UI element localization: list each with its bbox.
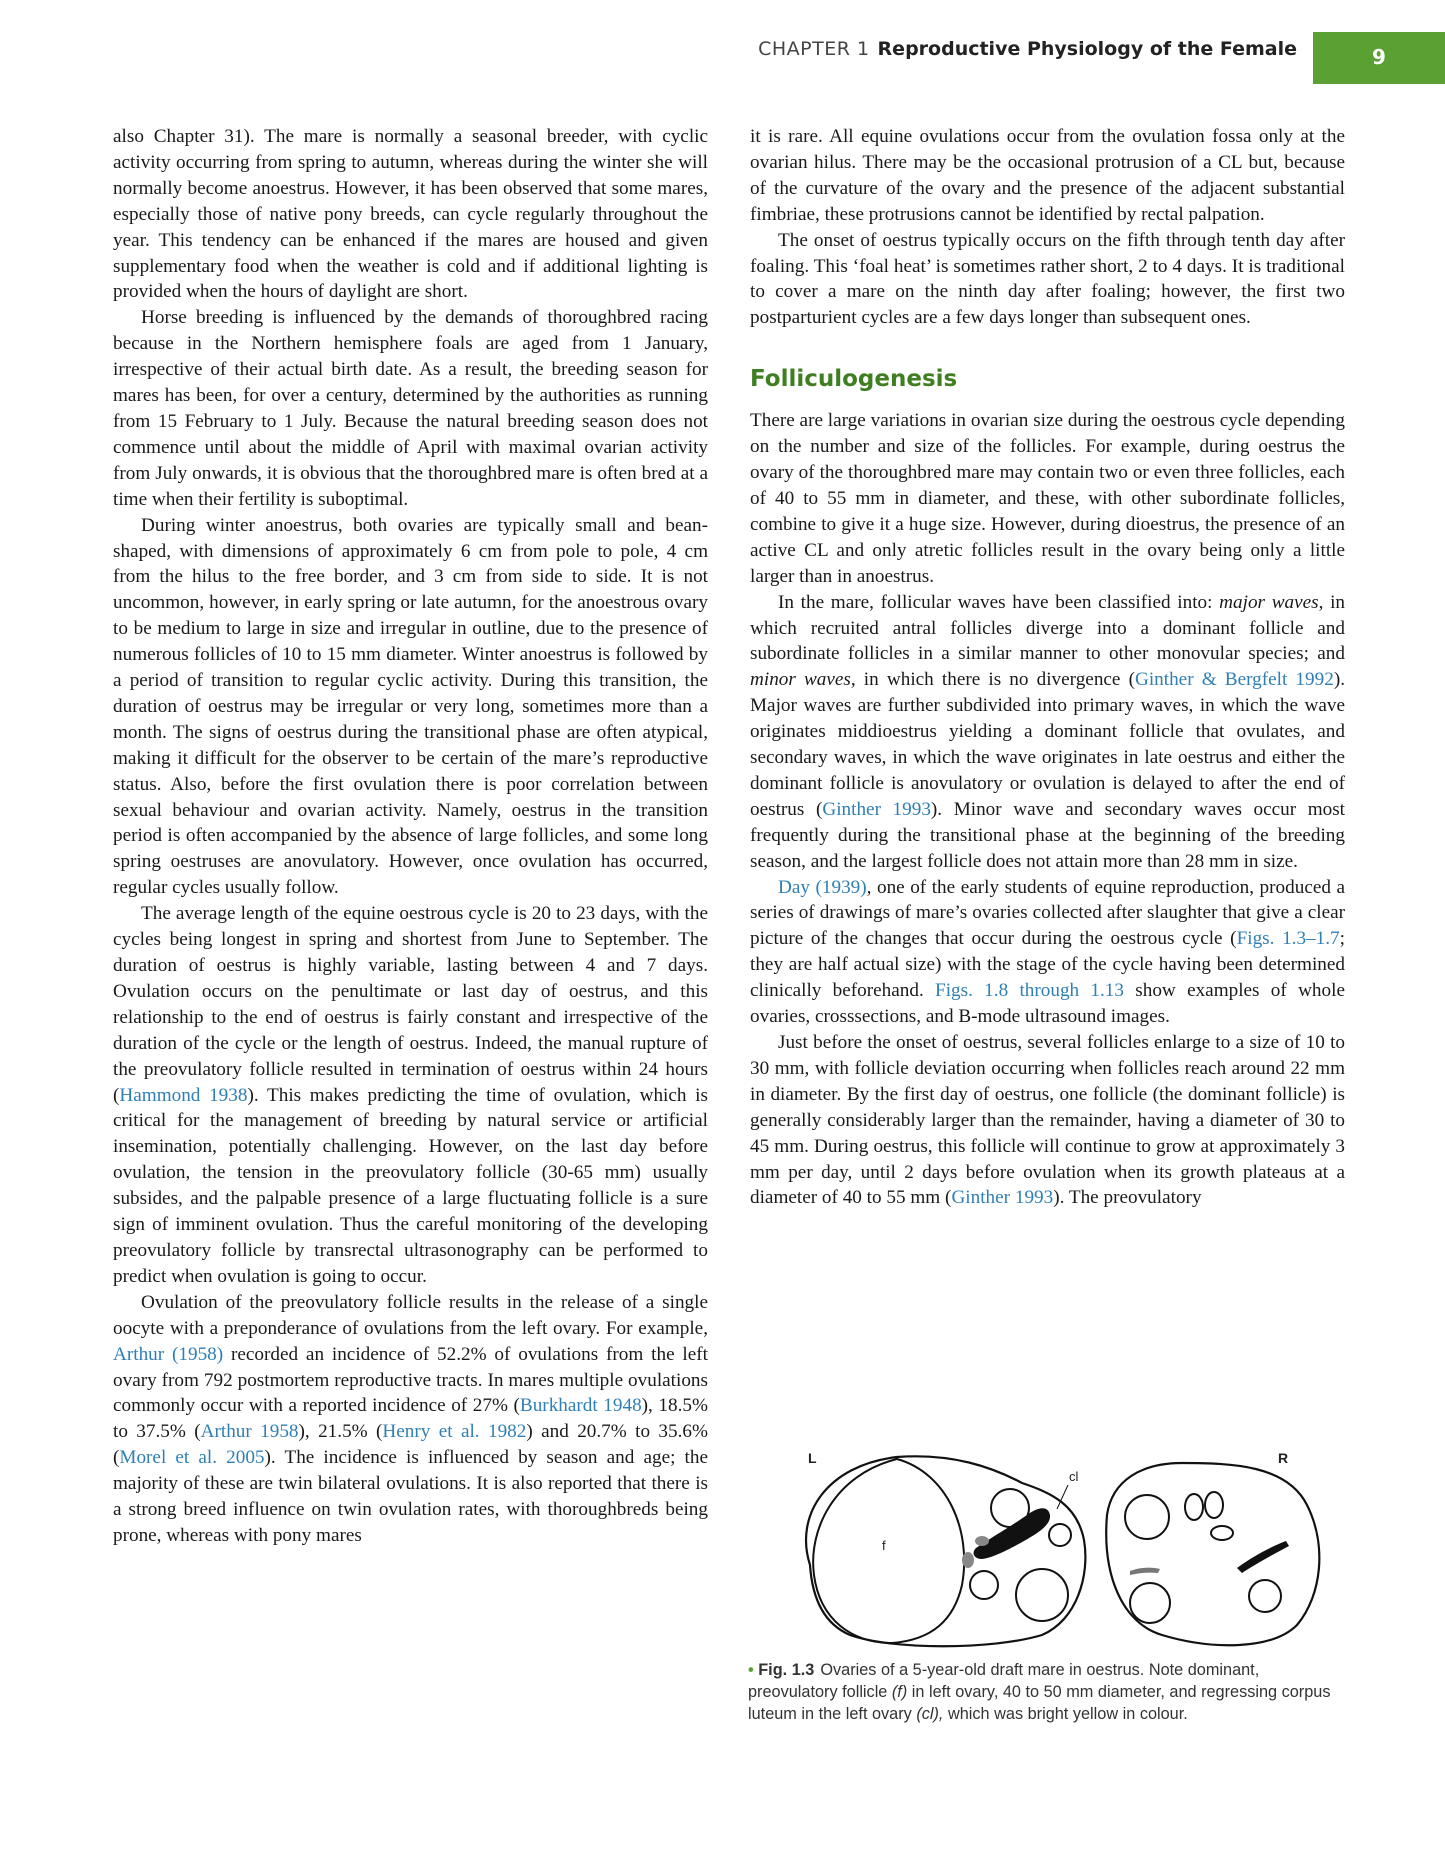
text-run: show examples of whole ovaries, crosssections, and B-mode ultrasound images. xyxy=(750,980,1345,1028)
emphasis: (f) xyxy=(891,1683,908,1701)
citation-link[interactable]: Burkhardt 1948 xyxy=(519,1395,642,1417)
follicle-label: f xyxy=(882,1538,886,1553)
text-run: Just before the onset of oestrus, several follicles enlarge to a size of 10 to 30 mm, with follicle deviation occurring when follicles reach around 22 mm in diameter. By the first day of oestrus, one follicle (the dominant follicle) is generally considerably larger than the remainder, having a diameter of 30 to 45 mm. During oestrus, this follicle will continue to grow at approximately 3 mm per day, until 2 days before ovulation when its growth plateaus at a diameter of 40 to 55 mm ( xyxy=(750,1032,1345,1209)
citation-link[interactable]: Henry et al. 1982 xyxy=(382,1421,527,1443)
text-run: , in which recruited antral follicles diverge into a dominant follicle and subordinate follicles in a similar manner to other monovular species; and xyxy=(750,591,1346,665)
page-header xyxy=(0,32,1445,82)
figure-link[interactable]: Figs. 1.3–1.7 xyxy=(1236,928,1340,950)
text-run: ). Minor wave and secondary waves occur most frequently during the transitional phase at the beginning of the breeding season, and the largest follicle does not attain more than 28 mm in size. xyxy=(750,798,1346,872)
page-number: 9 xyxy=(1372,45,1386,69)
section-heading: Folliculogenesis xyxy=(750,366,958,393)
text-run: Ovulation of the preovulatory follicle results in the release of a single oocyte with a preponderance of ovulations from the left ovary. For example, xyxy=(113,1291,708,1339)
corpus-luteum xyxy=(974,1508,1050,1559)
paragraph: also Chapter 31). The mare is normally a seasonal breeder, with cyclic activity occurring from spring to autumn, whereas during the winter she will normally become anoestrus. However, it has been observed that some mares, especially those of native pony breeds, can cycle regularly throughout the year. This tendency can be enhanced if the mares are housed and given supplementary food when the weather is cold and if additional lighting is provided when the hours of daylight are short. xyxy=(113,126,708,303)
text-run: ). The preovulatory xyxy=(1053,1187,1202,1209)
small-follicle xyxy=(1016,1569,1068,1621)
figure-caption xyxy=(748,1659,1348,1725)
left-ovary-label: L xyxy=(808,1450,817,1466)
text-run: ; they are half actual size) with the stage of the cycle having been determined clinically beforehand. xyxy=(750,928,1345,1002)
right-column xyxy=(750,124,1345,1211)
paragraph: The onset of oestrus typically occurs on the fifth through tenth day after foaling. This ‘foal heat’ is sometimes rather short, 2 to 4 days. It is traditional to cover a mare on the ninth day after foaling; however, the first two postparturient cycles are a few days longer than subsequent ones. xyxy=(750,229,1345,329)
small-follicle xyxy=(1125,1495,1169,1539)
emphasis: (cl), xyxy=(916,1705,944,1723)
citation-link[interactable]: Day (1939) xyxy=(778,876,867,898)
small-follicle xyxy=(1249,1580,1281,1612)
corpus-luteum-label: cl xyxy=(1069,1469,1079,1484)
text-run: , in which there is no divergence ( xyxy=(850,669,1135,691)
small-follicle xyxy=(1205,1492,1223,1518)
text-run: ), 18.5% to 37.5% ( xyxy=(113,1395,708,1443)
paragraph: There are large variations in ovarian size during the oestrous cycle depending on the number and size of the follicles. For example, during oestrus the ovary of the thoroughbred mare may contain two or even three follicles, each of 40 to 55 mm in diameter, and these, with other subordinate follicles, combine to give it a huge size. However, during dioestrus, the presence of an active CL and only atretic follicles result in the ovary being only a little larger than in anoestrus. xyxy=(750,410,1345,587)
text-run: , one of the early students of equine reproduction, produced a series of drawings of mare’s ovaries collected after slaughter that give a clear picture of the changes that occur during the oestrous cycle ( xyxy=(750,876,1345,950)
citation-link[interactable]: Ginther 1993 xyxy=(951,1187,1054,1209)
paragraph xyxy=(113,1290,708,1549)
luteal-remnant xyxy=(975,1536,989,1546)
citation-link[interactable]: Hammond 1938 xyxy=(119,1084,248,1106)
ovary-illustration xyxy=(742,1445,1347,1655)
text-run: ). This makes predicting the time of ovulation, which is critical for the management of breeding by natural service or artificial insemination, potentially challenging. However, on the last day before ovulation, the tension in the preovulatory follicle (30-65 mm) usually subsides, and the palpable presence of a large fluctuating follicle is a sure sign of imminent ovulation. Thus the careful monitoring of the developing preovulatory follicle by transrectal ultrasonography can be performed to predict when ovulation is going to occur. xyxy=(113,1084,708,1287)
emphasis: minor waves xyxy=(750,669,851,691)
luteal-remnant xyxy=(1130,1568,1160,1575)
citation-link[interactable]: Ginther 1993 xyxy=(822,798,931,820)
dominant-follicle xyxy=(813,1459,964,1643)
citation-link[interactable]: Arthur 1958 xyxy=(200,1421,299,1443)
paragraph xyxy=(113,901,708,1290)
citation-link[interactable]: Ginther & Bergfelt 1992 xyxy=(1134,669,1334,691)
paragraph: it is rare. All equine ovulations occur from the ovulation fossa only at the ovarian hilus. There may be the occasional protrusion of a CL but, because of the curvature of the ovary and the presence of the adjacent substantial fimbriae, these protrusions cannot be identified by rectal palpation. xyxy=(750,126,1345,225)
right-ovary-label: R xyxy=(1278,1450,1289,1466)
text-run: which was bright yellow in colour. xyxy=(943,1705,1188,1723)
small-follicle xyxy=(970,1571,998,1599)
text-run: In the mare, follicular waves have been classified into: xyxy=(778,591,1220,613)
small-follicle xyxy=(1130,1583,1170,1623)
caption-label: Fig. 1.3 xyxy=(758,1661,815,1679)
citation-link[interactable]: Morel et al. 2005 xyxy=(119,1447,265,1469)
text-run: The average length of the equine oestrous cycle is 20 to 23 days, with the cycles being longest in spring and shortest from June to September. The duration of oestrus is highly variable, lasting between 4 and 7 days. Ovulation occurs on the penultimate or last day of oestrus, and this relationship to the end of oestrus is fairly constant and irrespective of the duration of the cycle or the length of oestrus. Indeed, the manual rupture of the preovulatory follicle resulted in termination of oestrus within 24 hours ( xyxy=(113,903,708,1106)
paragraph: Horse breeding is influenced by the demands of thoroughbred racing because in the Northern hemisphere foals are aged from 1 January, irrespective of their actual birth date. As a result, the breeding season for mares has been, for over a century, determined by the authorities as running from 15 February to 1 July. Because the natural breeding season does not commence until about the middle of April with maximal ovarian activity from July onwards, it is obvious that the thoroughbred mare is often bred at a time when their fertility is suboptimal. xyxy=(113,307,708,510)
small-follicle xyxy=(1049,1524,1071,1546)
text-run: recorded an incidence of 52.2% of ovulations from the left ovary from 792 postmortem reproductive tracts. In mares multiple ovulations commonly occur with a reported incidence of 27% ( xyxy=(113,1343,709,1417)
small-follicle xyxy=(1211,1526,1233,1540)
luteal-remnant xyxy=(962,1552,974,1568)
figure-link[interactable]: Figs. 1.8 through 1.13 xyxy=(935,980,1124,1002)
chapter-number: CHAPTER 1 xyxy=(758,38,870,60)
chapter-title: Reproductive Physiology of the Female xyxy=(877,38,1297,60)
page-number-tab xyxy=(1313,32,1445,84)
text-run: ). The incidence is influenced by season and age; the majority of these are twin bilateral ovulations. It is also reported that there is a strong breed influence on twin ovulation rates, with thoroughbreds being prone, whereas with pony mares xyxy=(113,1447,708,1546)
small-follicle xyxy=(1185,1494,1203,1520)
running-head xyxy=(758,38,1297,60)
left-column xyxy=(113,124,708,1549)
figure-1-3 xyxy=(742,1445,1347,1723)
paragraph xyxy=(750,1030,1345,1211)
paragraph: During winter anoestrus, both ovaries are typically small and bean-shaped, with dimensions of approximately 6 cm from pole to pole, 4 cm from the hilus to the free border, and 3 cm from side to side. It is not uncommon, however, in early spring or late autumn, for the anoestrous ovary to be medium to large in size and irregular in outline, due to the presence of numerous follicles of 10 to 15 mm diameter. Winter anoestrus is followed by a period of transition to regular cyclic activity. During this transition, the duration of oestrus may be irregular or very long, sometimes more than a month. The signs of oestrus during the transitional phase are often atypical, making it difficult for the observer to be certain of the mare’s reproductive status. Also, before the first ovulation there is poor correlation between sexual behaviour and ovarian activity. Namely, oestrus in the transition period is often accompanied by the absence of large follicles, and some long spring oestruses are anovulatory. However, once ovulation has occurred, regular cycles usually follow. xyxy=(113,514,708,899)
text-run: Ovaries of a 5-year-old draft mare in oestrus. Note dominant, preovulatory follicle xyxy=(748,1661,1260,1701)
paragraph xyxy=(750,590,1345,875)
text-run: ), 21.5% ( xyxy=(298,1421,383,1443)
emphasis: major waves xyxy=(1219,591,1319,613)
citation-link[interactable]: Arthur (1958) xyxy=(113,1343,224,1365)
text-run: in left ovary, 40 to 50 mm diameter, and regressing corpus luteum in the left ovary xyxy=(748,1683,1331,1723)
caption-bullet: • xyxy=(748,1661,754,1679)
paragraph xyxy=(750,875,1345,1030)
text-run: ) and 20.7% to 35.6% ( xyxy=(113,1421,708,1469)
text-run: ). Major waves are further subdivided into primary waves, in which the wave originates middioestrus yielding a dominant follicle that ovulates, and secondary waves, in which the wave originates in late oestrus and either the dominant follicle is anovulatory or ovulation is delayed to after the end of oestrus ( xyxy=(750,669,1345,820)
corpus-albicans xyxy=(1237,1541,1289,1573)
